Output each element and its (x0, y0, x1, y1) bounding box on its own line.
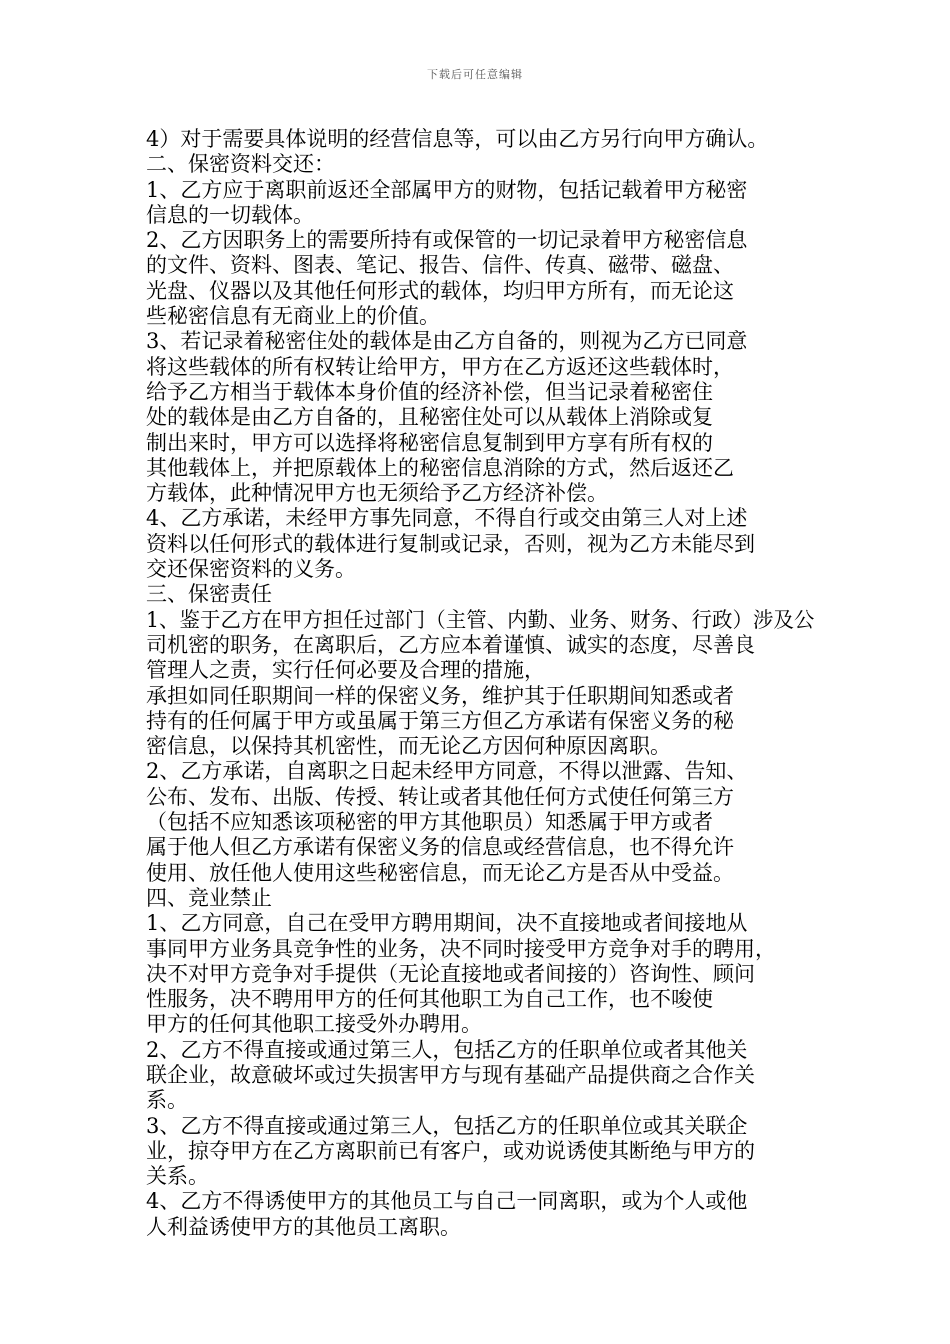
text-line: 关系。 (146, 1164, 209, 1189)
text-line: 业，掠夺甲方在乙方离职前已有客户，或劝说诱使其断绝与甲方的 (146, 1138, 755, 1163)
text-line: 二、保密资料交还： (146, 152, 335, 177)
text-line: 三、保密责任 (146, 582, 272, 607)
page-header: 下载后可任意编辑 (427, 68, 523, 81)
text-line: 3、乙方不得直接或通过第三人，包括乙方的任职单位或其关联企 (146, 1113, 748, 1138)
text-line: 其他载体上，并把原载体上的秘密信息消除的方式，然后返还乙 (146, 455, 734, 480)
text-line: 的文件、资料、图表、笔记、报告、信件、传真、磁带、磁盘、 (146, 253, 734, 278)
text-line: 4）对于需要具体说明的经营信息等，可以由乙方另行向甲方确认。 (146, 127, 769, 151)
text-line: 1、乙方同意，自己在受甲方聘用期间，决不直接地或者间接地从 (146, 911, 748, 936)
text-line: 决不对甲方竞争对手提供（无论直接地或者间接的）咨询性、顾问 (146, 961, 755, 986)
text-line: 4、乙方承诺，未经甲方事先同意，不得自行或交由第三人对上述 (146, 506, 748, 531)
text-line: 处的载体是由乙方自备的，且秘密住处可以从载体上消除或复 (146, 405, 713, 430)
text-line: 甲方的任何其他职工接受外办聘用。 (146, 1012, 482, 1037)
text-line: 四、竞业禁止 (146, 885, 272, 910)
text-line: 信息的一切载体。 (146, 202, 314, 227)
text-line: 交还保密资料的义务。 (146, 557, 356, 582)
text-line: 将这些载体的所有权转让给甲方，甲方在乙方返还这些载体时， (146, 354, 734, 379)
text-line: 人利益诱使甲方的其他员工离职。 (146, 1214, 461, 1239)
text-line: 2、乙方因职务上的需要所持有或保管的一切记录着甲方秘密信息 (146, 228, 748, 253)
text-line: 方载体，此种情况甲方也无须给予乙方经济补偿。 (146, 481, 608, 506)
text-line: 1、乙方应于离职前返还全部属甲方的财物，包括记载着甲方秘密 (146, 177, 748, 202)
text-line: 资料以任何形式的载体进行复制或记录，否则，视为乙方未能尽到 (146, 531, 755, 556)
text-line: 制出来时，甲方可以选择将秘密信息复制到甲方享有所有权的 (146, 430, 713, 455)
text-line: 性服务，决不聘用甲方的任何其他职工为自己工作，也不唆使 (146, 987, 713, 1012)
text-line: 1、鉴于乙方在甲方担任过部门（主管、内勤、业务、财务、行政）涉及公 (146, 607, 815, 632)
text-line: 管理人之责，实行任何必要及合理的措施， (146, 658, 545, 683)
text-line: 公布、发布、出版、传授、转让或者其他任何方式使任何第三方 (146, 784, 734, 809)
text-line: 联企业，故意破坏或过失损害甲方与现有基础产品提供商之合作关 (146, 1062, 755, 1087)
text-line: 2、乙方不得直接或通过第三人，包括乙方的任职单位或者其他关 (146, 1037, 748, 1062)
text-line: 系。 (146, 1088, 188, 1113)
text-line: 光盘、仪器以及其他任何形式的载体，均归甲方所有，而无论这 (146, 278, 734, 303)
text-line: 3、若记录着秘密住处的载体是由乙方自备的，则视为乙方已同意 (146, 329, 748, 354)
text-line: 些秘密信息有无商业上的价值。 (146, 304, 440, 329)
text-line: 使用、放任他人使用这些秘密信息，而无论乙方是否从中受益。 (146, 860, 734, 885)
text-line: 司机密的职务，在离职后，乙方应本着谨慎、诚实的态度，尽善良 (146, 632, 755, 657)
text-line: 事同甲方业务具竞争性的业务，决不同时接受甲方竞争对手的聘用， (146, 936, 776, 961)
text-line: （包括不应知悉该项秘密的甲方其他职员）知悉属于甲方或者 (146, 810, 713, 835)
text-line: 4、乙方不得诱使甲方的其他员工与自己一同离职，或为个人或他 (146, 1189, 748, 1214)
text-line: 密信息，以保持其机密性，而无论乙方因何种原因离职。 (146, 734, 671, 759)
text-line: 持有的任何属于甲方或虽属于第三方但乙方承诺有保密义务的秘 (146, 708, 734, 733)
document-body (146, 127, 814, 1240)
text-line: 给予乙方相当于载体本身价值的经济补偿，但当记录着秘密住 (146, 379, 713, 404)
text-line: 2、乙方承诺，自离职之日起未经甲方同意，不得以泄露、告知、 (146, 759, 748, 784)
text-line: 承担如同任职期间一样的保密义务，维护其于任职期间知悉或者 (146, 683, 734, 708)
text-line: 属于他人但乙方承诺有保密义务的信息或经营信息，也不得允许 (146, 835, 734, 860)
